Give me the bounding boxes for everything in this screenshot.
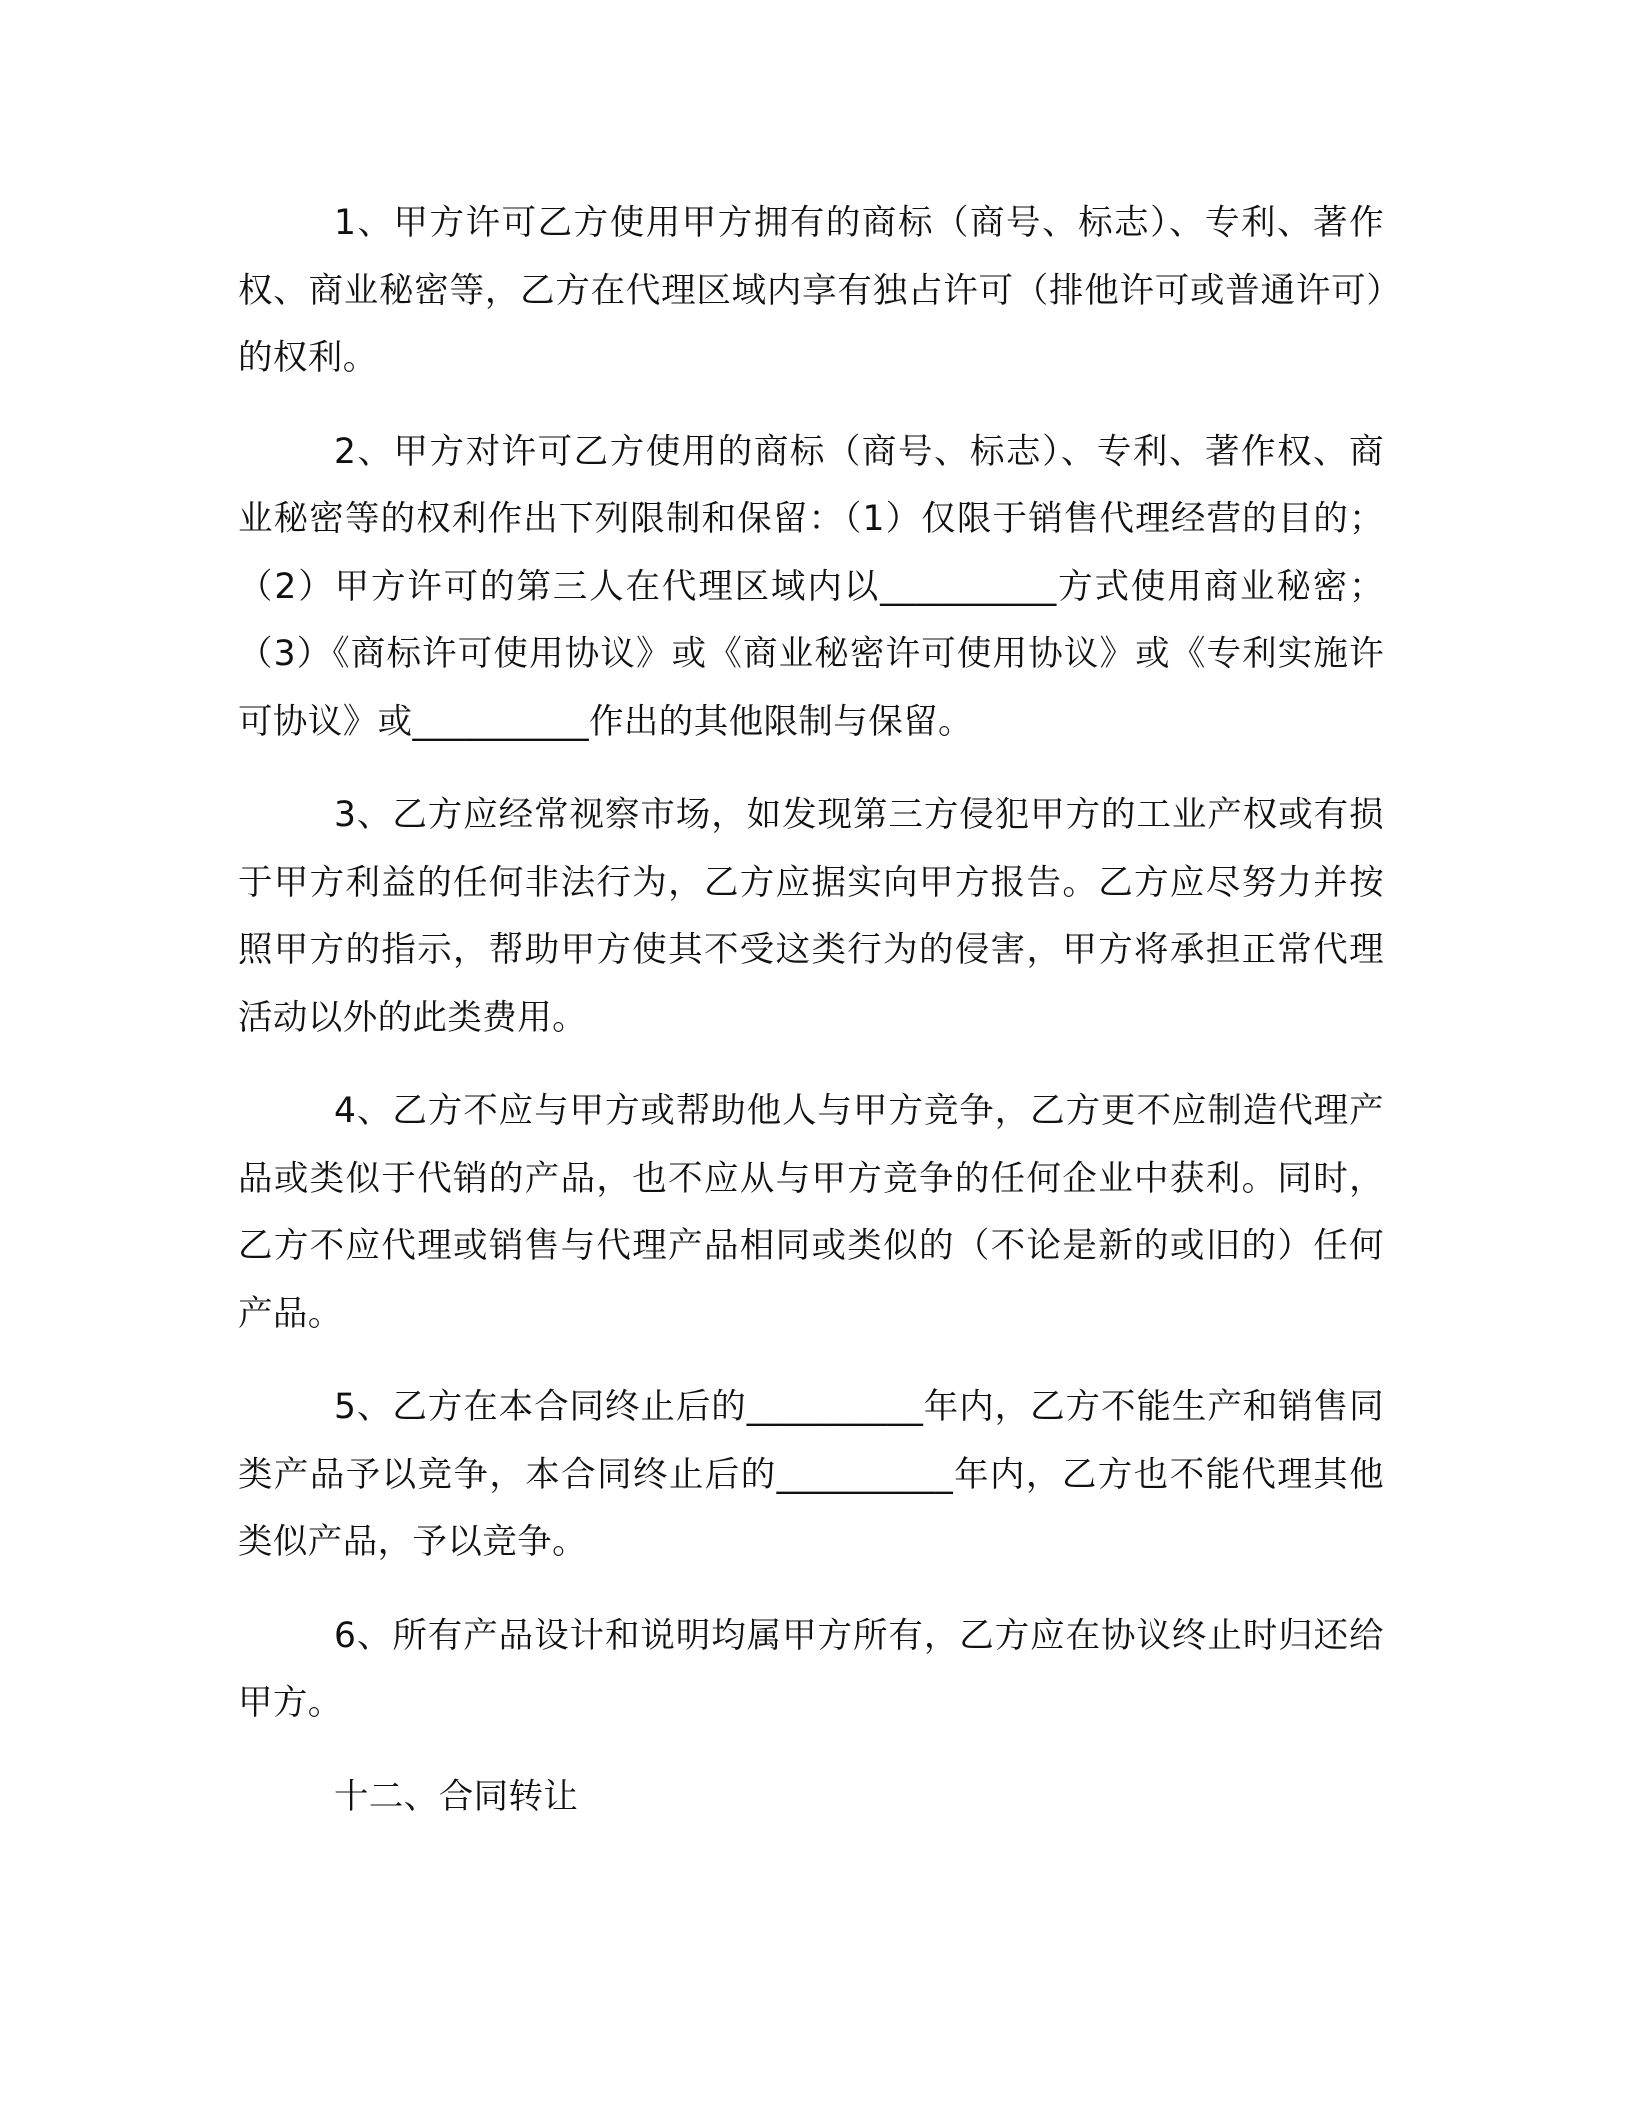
document-body (238, 190, 1384, 1831)
paragraph-6: 6、所有产品设计和说明均属甲方所有，乙方应在协议终止时归还给甲方。 (238, 1615, 1384, 1723)
paragraph-3: 3、乙方应经常视察市场，如发现第三方侵犯甲方的工业产权或有损于甲方利益的任何非法行为，乙方应据实向甲方报告。乙方应尽努力并按照甲方的指示，帮助甲方使其不受这类行为的侵害，甲方将承担正常代理活动以外的此类费用。 (238, 795, 1384, 1038)
paragraph-2: 2、甲方对许可乙方使用的商标（商号、标志）、专利、著作权、商业秘密等的权利作出下列限制和保留：（1）仅限于销售代理经营的目的；（2）甲方许可的第三人在代理区域内以__________方式使用商业秘密；（3）《商标许可使用协议》或《商业秘密许可使用协议》或《专利实施许可协议》或__________作出的其他限制与保留。 (238, 431, 1384, 742)
paragraph-5: 5、乙方在本合同终止后的__________年内，乙方不能生产和销售同类产品予以竞争，本合同终止后的__________年内，乙方也不能代理其他类似产品，予以竞争。 (238, 1387, 1384, 1562)
section-heading: 十二、合同转让 (334, 1776, 579, 1817)
paragraph-1: 1、甲方许可乙方使用甲方拥有的商标（商号、标志）、专利、著作权、商业秘密等，乙方在代理区域内享有独占许可（排他许可或普通许可）的权利。 (238, 203, 1384, 378)
paragraph-4: 4、乙方不应与甲方或帮助他人与甲方竞争，乙方更不应制造代理产品或类似于代销的产品，也不应从与甲方竞争的任何企业中获利。同时，乙方不应代理或销售与代理产品相同或类似的（不论是新的或旧的）任何产品。 (238, 1091, 1384, 1334)
